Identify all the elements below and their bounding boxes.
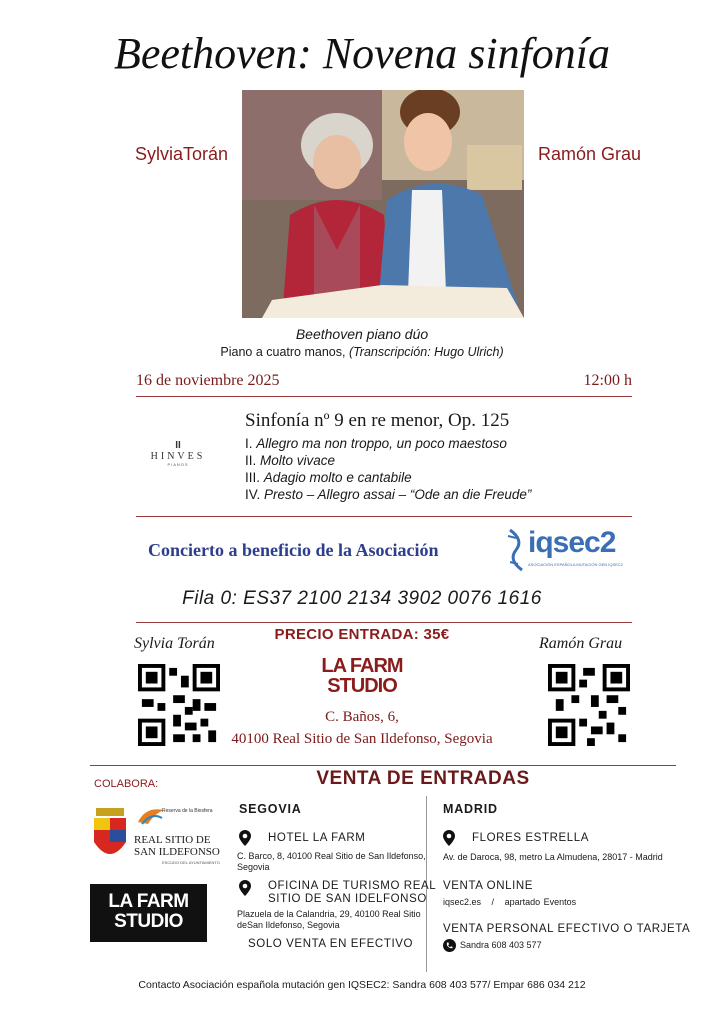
flores-estrella-address: Av. de Daroca, 98, metro La Almudena, 28017 - Madrid: [443, 852, 663, 862]
arrangement-text: Piano a cuatro manos,: [220, 345, 349, 359]
ticket-price: PRECIO ENTRADA: 35€: [274, 626, 450, 643]
location-pin-icon: [443, 830, 455, 846]
hotel-la-farm: HOTEL LA FARM: [268, 832, 366, 844]
hotel-address-line1: C. Barco, 8, 40100 Real Sitio de San Ildefonso,: [237, 851, 426, 861]
la-farm-studio-black-logo: LA FARM STUDIO: [90, 884, 207, 942]
piece-title: Sinfonía nº 9 en re menor, Op. 125: [245, 410, 510, 431]
real-sitio-logo: Reserva de la Biosfera REAL SITIO DE SAN ILDEFONSO ESCUDO DEL AYUNTAMIENTO: [90, 804, 208, 872]
performers-photo: [242, 90, 524, 318]
performer-right: Ramón Grau: [538, 144, 642, 164]
iqsec2-logo: iqsec2 ASOCIACIÓN ESPAÑOLA MUTACIÓN GEN IQSEC2: [506, 526, 626, 574]
phone-icon: [443, 939, 456, 952]
qr-label-right: Ramón Grau: [539, 635, 623, 652]
venta-personal-heading: VENTA PERSONAL EFECTIVO O TARJETA: [443, 923, 691, 935]
subtitle-arrangement: [0, 345, 724, 359]
venue-address-line1: C. Baños, 6,: [325, 709, 399, 725]
colabora-label: COLABORA:: [94, 778, 159, 790]
oficina-address-line2: deSan Ildefonso, Segovia: [237, 920, 340, 930]
venta-entradas-title: VENTA DE ENTRADAS: [316, 768, 530, 789]
venta-online-details: iqsec2.es / apartado Eventos: [443, 897, 577, 907]
movement-2: II. Molto vivace: [245, 453, 336, 468]
transcription-text: (Transcripción: Hugo Ulrich): [348, 345, 504, 359]
performer-left: SylviaTorán: [135, 144, 229, 164]
dna-icon: [506, 528, 528, 572]
oficina-address-line1: Plazuela de la Calandria, 29, 40100 Real Sitio: [237, 909, 421, 919]
iqsec2-website-link[interactable]: iqsec2.es: [443, 897, 482, 907]
hotel-address-line2: Segovia: [237, 862, 270, 872]
divider: [136, 516, 632, 517]
divider: [90, 765, 676, 766]
location-pin-icon: [239, 830, 251, 846]
la-farm-studio-logo: LA FARM STUDIO: [321, 655, 403, 697]
movement-4: IV. Presto – Allegro assai – “Ode an die Freude”: [245, 487, 532, 502]
page-title: Beethoven: Novena sinfonía: [113, 29, 611, 78]
oficina-turismo-line2: SITIO DE SAN IDELFONSO: [268, 893, 427, 905]
segovia-heading: SEGOVIA: [239, 802, 302, 816]
phone-number[interactable]: Sandra 608 403 577: [460, 940, 542, 950]
movement-3: III. Adagio molto e cantabile: [245, 470, 412, 485]
benefit-text: Concierto a beneficio de la Asociación: [148, 540, 439, 560]
madrid-heading: MADRID: [443, 802, 498, 816]
divider: [136, 622, 632, 623]
movement-1: I. Allegro ma non troppo, un poco maestoso: [245, 436, 507, 451]
fila-cero-account: Fila 0: ES37 2100 2134 3902 0076 1616: [182, 588, 542, 609]
qr-label-left: Sylvia Torán: [134, 635, 215, 652]
venue-address-line2: 40100 Real Sitio de San Ildefonso, Segovia: [231, 731, 493, 747]
coat-of-arms-icon: [90, 806, 130, 868]
footer-contact: Contacto Asociación española mutación gen IQSEC2: Sandra 608 403 577/ Empar 686 034 212: [138, 979, 586, 991]
flores-estrella: FLORES ESTRELLA: [472, 832, 590, 844]
subtitle-duo: Beethoven piano dúo: [295, 326, 429, 342]
solo-efectivo-note: SOLO VENTA EN EFECTIVO: [248, 938, 414, 950]
venta-online-heading: VENTA ONLINE: [443, 880, 534, 892]
event-time: 12:00 h: [583, 372, 632, 389]
hinves-logo: II HINVES PIANOS: [150, 440, 206, 467]
location-pin-icon: [239, 880, 251, 896]
divider: [136, 396, 632, 397]
oficina-turismo-line1: OFICINA DE TURISMO REAL: [268, 880, 437, 892]
event-date: 16 de noviembre 2025: [136, 372, 280, 389]
